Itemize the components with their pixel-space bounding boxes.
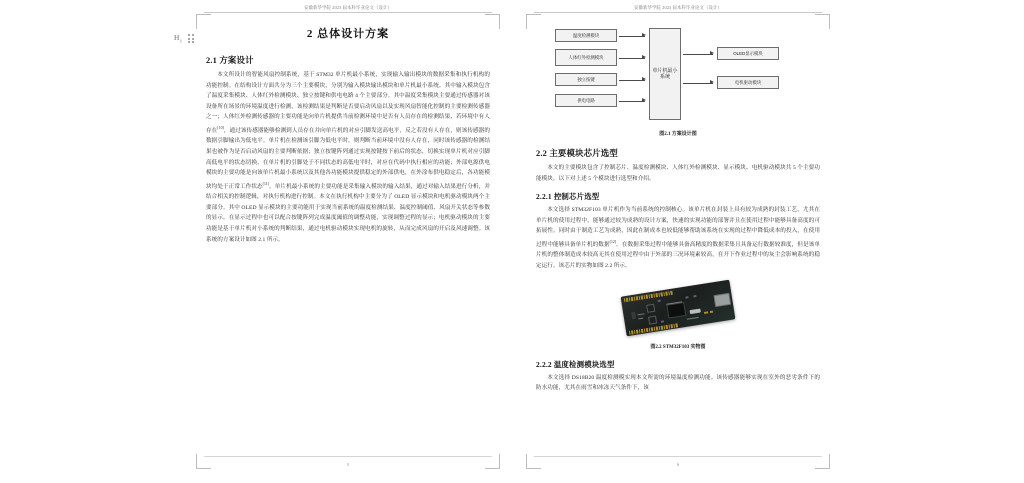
usb-connector — [713, 292, 731, 306]
paragraph-2-1-part3: 。单片机最小系统的主要功能是采集输入模块的输入结果，通过对输入结果进行分析，并结合相关的控制逻辑，对执行机构进行控制。本文在执行机构中主要分为了 OLED 显示模块和电机驱动模块两个主要部分。其中 OLED 显示模块的主要功能用于实现当前系统的温度检测结果、温度控制阈值、风扇开关状态等参数的显示。在显示过程中也可以配合按键阵列完成温度阈值的调整功能，实现调整过程的显示；电机驱动模块的主要功能是基于单片机对小系统的判断结果，通过电机驱动模块实现电机的旋转，从而完成风扇的开启及风速调整。该系统的方案设计如图 2.1 所示。 — [206, 183, 490, 243]
crystal-oscillator — [689, 308, 700, 314]
chapter-title: 2 总体设计方案 — [306, 28, 390, 40]
pcb-body — [621, 279, 736, 336]
block-temperature-module: 温度检测模块 — [555, 29, 617, 42]
content-column-right — [536, 20, 820, 394]
paragraph-2-2-2: 本文选择 DS18B20 温度检测模实现本文所需的环境温度检测功能。该传感器能够实现在室外的恶劣条件下的防水功能，尤其在雨雪和冰冻天气条件下，该 — [536, 374, 820, 392]
paragraph-2-1-part2: ，通过该传感器能够检测到人员存在并向单片机的对应引脚发送高电平，反之若没有人存在，则该传感器的数据引脚输出为低电平。单片机在检测该引脚为低电平时，则判断当前环境中没有人存在，同时该传感器的检测结果也被作为是否启动风扇的主要判断依据；独立按键阵列通过实现按键按下前后的状态，切换实现单片机对应引脚高低电平的状态切换，在单片机的引脚处于不同状态的高低电平时，对应在代码中执行相应的功能；外部电源供电模块的主要功能是向该单片机最小系统以及其他各功能模块提供稳定的外部供电，在外涂布供电稳定后，各功能模块均处于正常工作状态 — [206, 127, 490, 190]
footnote-ref-11: [11] — [262, 181, 270, 186]
running-header-left: 安徽新华学院 2023 届本科毕业论文（设计） — [304, 5, 392, 10]
paragraph-2-1 — [206, 70, 490, 245]
boot-button — [648, 315, 657, 324]
page-left[interactable] — [174, 0, 514, 483]
heading-level-marker[interactable]: $H_1$ — [174, 34, 183, 44]
paragraph-2-1-part1: 本文所设计的智能风扇控制系统，基于 STM32 单片机最小系统，实现输入输出模块的数据采集和执行机构的功能控制。在结构设计方面共分为三个主要模块，分别为输入模块输出模块和单片机最小系统。其中输入模块包含了温度采集模块、人体红外检测模块、独立按键和供电电路 4 个主要部分。其中温度采集模块主要通过传感器对该设备所在场景的环境温度进行检测，该检测结果是判断是否要启动风扇以及实现风扇智能化控制的主要检测传感器之一；人体红外检测传感器的主要功能是向单片机提供当前检测环境中是否有人员存在的检测结果，若环境中有人存在 — [206, 72, 490, 134]
block-independent-keys: 独立按键 — [555, 73, 617, 86]
content-column-left — [174, 18, 490, 245]
footer-rule-left — [204, 456, 492, 457]
arrow-mcu-to-motor — [683, 83, 713, 84]
arrow-mcu-to-oled — [683, 54, 713, 55]
arrow-power-to-mcu — [619, 101, 645, 102]
drag-handle-icon[interactable] — [188, 34, 194, 43]
footnote-ref-12: [12] — [609, 239, 617, 244]
page-number-right: 6 — [676, 462, 680, 467]
page-number-left: 5 — [346, 462, 350, 467]
arrow-infrared-to-mcu — [619, 58, 645, 59]
running-header-right: 安徽新华学院 2023 届本科毕业论文（设计） — [634, 5, 722, 10]
heading-2-1: 2.1 方案设计 — [206, 56, 254, 65]
heading-2-2-2: 2.2.2 温度检测模块选型 — [536, 359, 615, 369]
header-rule-left — [204, 12, 492, 13]
heading-2-2-1: 2.2.1 控制芯片选型 — [536, 192, 600, 202]
footnote-ref-10: [10] — [217, 125, 224, 130]
figure-2-2-photo-wrap — [536, 278, 820, 338]
figure-2-1-caption: 图2.1 方案设计图 — [659, 132, 697, 137]
block-power-circuit: 供电电路 — [555, 94, 617, 107]
header-rule-right — [534, 12, 822, 13]
editor-gadgets[interactable] — [174, 34, 194, 43]
heading-2-2: 2.2 主要模块芯片选型 — [536, 149, 618, 158]
paragraph-2-2-1-part2: 。在数据采集过程中能够具备高精度的数据采集且具备运行数据较准度，但是该单片机的整体制造成本较高无其在使用过程中由于外部的三况环境素较高，在开下作业过程中的灰尘会影响系统的稳定运行。该芯片的实物如图 2.2 所示。 — [536, 241, 820, 270]
paragraph-2-2-1-part1: 本文选择 STM32F103 单片机作为当前系统的控制核心。该单片机在封装上具有较为成熟的封装工艺，尤其在单片机的使用过程中，能够通过较为成熟的设计方案，快速的实现功能的部署并且在使用过程中能够具备高度的可拓展性。同时由于制造工艺为成熟，因此在制成本也较低能够帮助该系统在实现的过程中降低成本的投入，在使用过程中能够具备单片机的数据 — [536, 207, 820, 248]
block-mcu-minimum-system: 单片机最小系统 — [649, 28, 681, 120]
stm32-board-photo — [613, 268, 743, 346]
page-right[interactable] — [512, 0, 844, 483]
figure-2-1-block-diagram — [541, 26, 815, 125]
block-motor-driver: 电机驱动模块 — [717, 76, 779, 89]
paragraph-2-2: 本文的主要模块包含了控制芯片、温度检测模块、人体红外检测模块、显示模块、电机驱动模块共 5 个主要功能模块。以下对上述 5 个模块进行选型和介绍。 — [536, 165, 820, 182]
figure-2-2-caption: 图2.2 STM32F103 实物图 — [650, 344, 706, 350]
arrow-keys-to-mcu — [619, 80, 645, 81]
arrow-temperature-to-mcu — [619, 36, 645, 37]
footer-rule-right — [534, 456, 822, 457]
paragraph-2-2-1 — [536, 205, 820, 271]
block-oled-display: OLED显示模块 — [717, 47, 779, 60]
block-infrared-module: 人体红外检测模块 — [555, 49, 617, 66]
reset-button — [646, 303, 655, 312]
